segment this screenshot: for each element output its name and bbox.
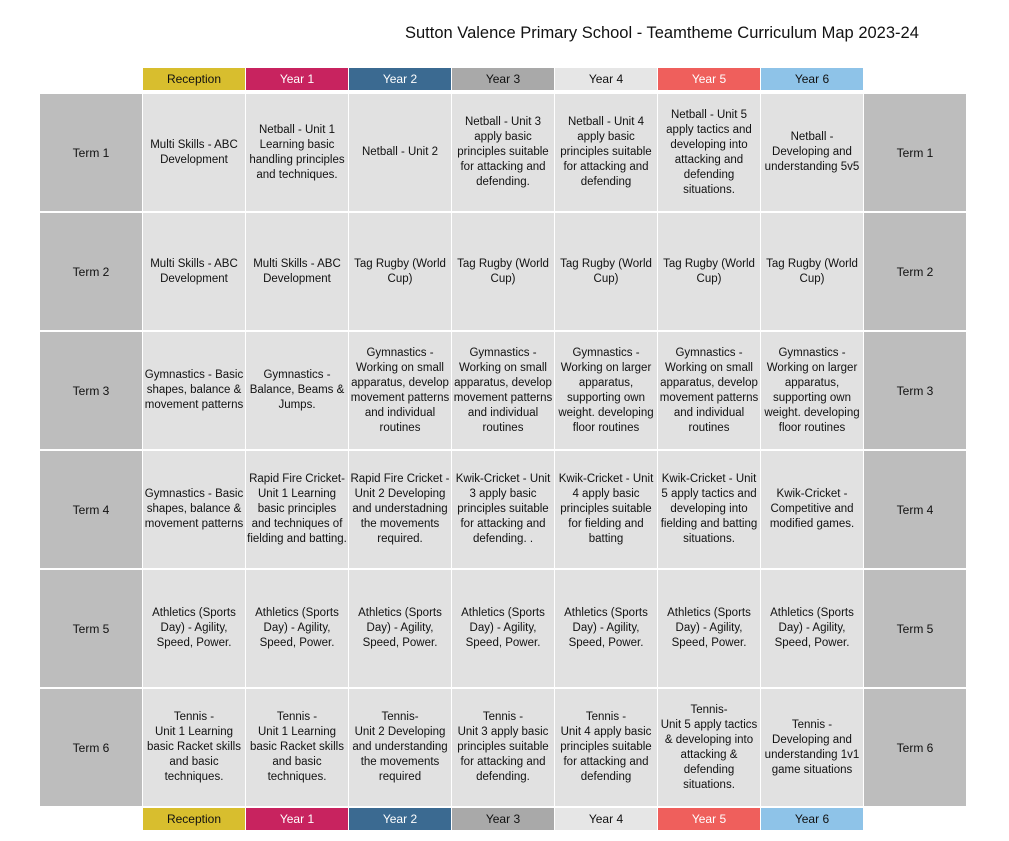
curriculum-cell: Tennis - Unit 1 Learning basic Racket skills and basic techniques. [246,689,348,806]
curriculum-cell: Athletics (Sports Day) - Agility, Speed, Power. [349,570,451,687]
curriculum-cell: Rapid Fire Cricket- Unit 1 Learning basic principles and techniques of fielding and batting. [246,451,348,568]
curriculum-cell: Tag Rugby (World Cup) [761,213,863,330]
curriculum-cell: Netball - Developing and understanding 5v5 [761,94,863,211]
curriculum-cell: Tag Rugby (World Cup) [349,213,451,330]
year-header-reception: Reception [143,808,245,830]
curriculum-cell: Kwik-Cricket - Unit 4 apply basic principles suitable for fielding and batting [555,451,657,568]
curriculum-cell: Athletics (Sports Day) - Agility, Speed, Power. [246,570,348,687]
page-title: Sutton Valence Primary School - Teamtheme Curriculum Map 2023-24 [405,24,919,42]
term-label-left: Term 3 [40,332,142,449]
curriculum-cell: Multi Skills - ABC Development [143,94,245,211]
curriculum-cell: Kwik-Cricket - Unit 3 apply basic principles suitable for attacking and defending. . [452,451,554,568]
year-header-reception: Reception [143,68,245,90]
curriculum-cell: Gymnastics - Basic shapes, balance & movement patterns [143,332,245,449]
curriculum-cell: Tennis - Unit 3 apply basic principles suitable for attacking and defending. [452,689,554,806]
curriculum-cell: Multi Skills - ABC Development [143,213,245,330]
year-header-year-4: Year 4 [555,808,657,830]
curriculum-cell: Gymnastics - Working on small apparatus, develop movement patterns and individual routines [349,332,451,449]
term-label-left: Term 5 [40,570,142,687]
term-label-right: Term 4 [864,451,966,568]
year-header-year-3: Year 3 [452,808,554,830]
term-label-left: Term 4 [40,451,142,568]
curriculum-cell: Tennis - Unit 4 apply basic principles suitable for attacking and defending [555,689,657,806]
curriculum-cell: Tennis- Unit 5 apply tactics & developing into attacking & defending situations. [658,689,760,806]
year-header-year-6: Year 6 [761,808,863,830]
curriculum-cell: Athletics (Sports Day) - Agility, Speed, Power. [143,570,245,687]
curriculum-cell: Athletics (Sports Day) - Agility, Speed, Power. [555,570,657,687]
year-header-year-2: Year 2 [349,68,451,90]
term-label-right: Term 6 [864,689,966,806]
curriculum-cell: Tag Rugby (World Cup) [452,213,554,330]
curriculum-cell: Rapid Fire Cricket - Unit 2 Developing and understadning the movements required. [349,451,451,568]
curriculum-cell: Tennis - Unit 1 Learning basic Racket skills and basic techniques. [143,689,245,806]
term-label-left: Term 2 [40,213,142,330]
curriculum-cell: Tag Rugby (World Cup) [658,213,760,330]
curriculum-cell: Kwik-Cricket - Competitive and modified games. [761,451,863,568]
term-label-left: Term 1 [40,94,142,211]
curriculum-cell: Gymnastics - Basic shapes, balance & movement patterns [143,451,245,568]
year-header-year-5: Year 5 [658,808,760,830]
term-label-right: Term 2 [864,213,966,330]
year-header-year-2: Year 2 [349,808,451,830]
curriculum-cell: Netball - Unit 3 apply basic principles suitable for attacking and defending. [452,94,554,211]
curriculum-cell: Multi Skills - ABC Development [246,213,348,330]
curriculum-cell: Tag Rugby (World Cup) [555,213,657,330]
curriculum-cell: Netball - Unit 1 Learning basic handling principles and techniques. [246,94,348,211]
term-label-left: Term 6 [40,689,142,806]
curriculum-cell: Gymnastics - Balance, Beams & Jumps. [246,332,348,449]
curriculum-cell: Gymnastics - Working on larger apparatus, supporting own weight. developing floor routines [555,332,657,449]
term-label-right: Term 3 [864,332,966,449]
curriculum-cell: Netball - Unit 5 apply tactics and developing into attacking and defending situations. [658,94,760,211]
curriculum-cell: Athletics (Sports Day) - Agility, Speed, Power. [452,570,554,687]
year-header-year-1: Year 1 [246,68,348,90]
year-header-year-5: Year 5 [658,68,760,90]
curriculum-cell: Gymnastics - Working on larger apparatus, supporting own weight. developing floor routines [761,332,863,449]
curriculum-cell: Netball - Unit 4 apply basic principles suitable for attacking and defending [555,94,657,211]
term-label-right: Term 5 [864,570,966,687]
year-header-year-1: Year 1 [246,808,348,830]
curriculum-cell: Tennis - Developing and understanding 1v1 game situations [761,689,863,806]
curriculum-cell: Gymnastics - Working on small apparatus, develop movement patterns and individual routines [658,332,760,449]
curriculum-cell: Gymnastics - Working on small apparatus, develop movement patterns and individual routines [452,332,554,449]
year-header-year-4: Year 4 [555,68,657,90]
curriculum-cell: Kwik-Cricket - Unit 5 apply tactics and developing into fielding and batting situations. [658,451,760,568]
curriculum-cell: Athletics (Sports Day) - Agility, Speed, Power. [761,570,863,687]
year-header-year-3: Year 3 [452,68,554,90]
year-header-year-6: Year 6 [761,68,863,90]
curriculum-cell: Athletics (Sports Day) - Agility, Speed, Power. [658,570,760,687]
curriculum-cell: Tennis- Unit 2 Developing and understanding the movements required [349,689,451,806]
term-label-right: Term 1 [864,94,966,211]
curriculum-cell: Netball - Unit 2 [349,94,451,211]
